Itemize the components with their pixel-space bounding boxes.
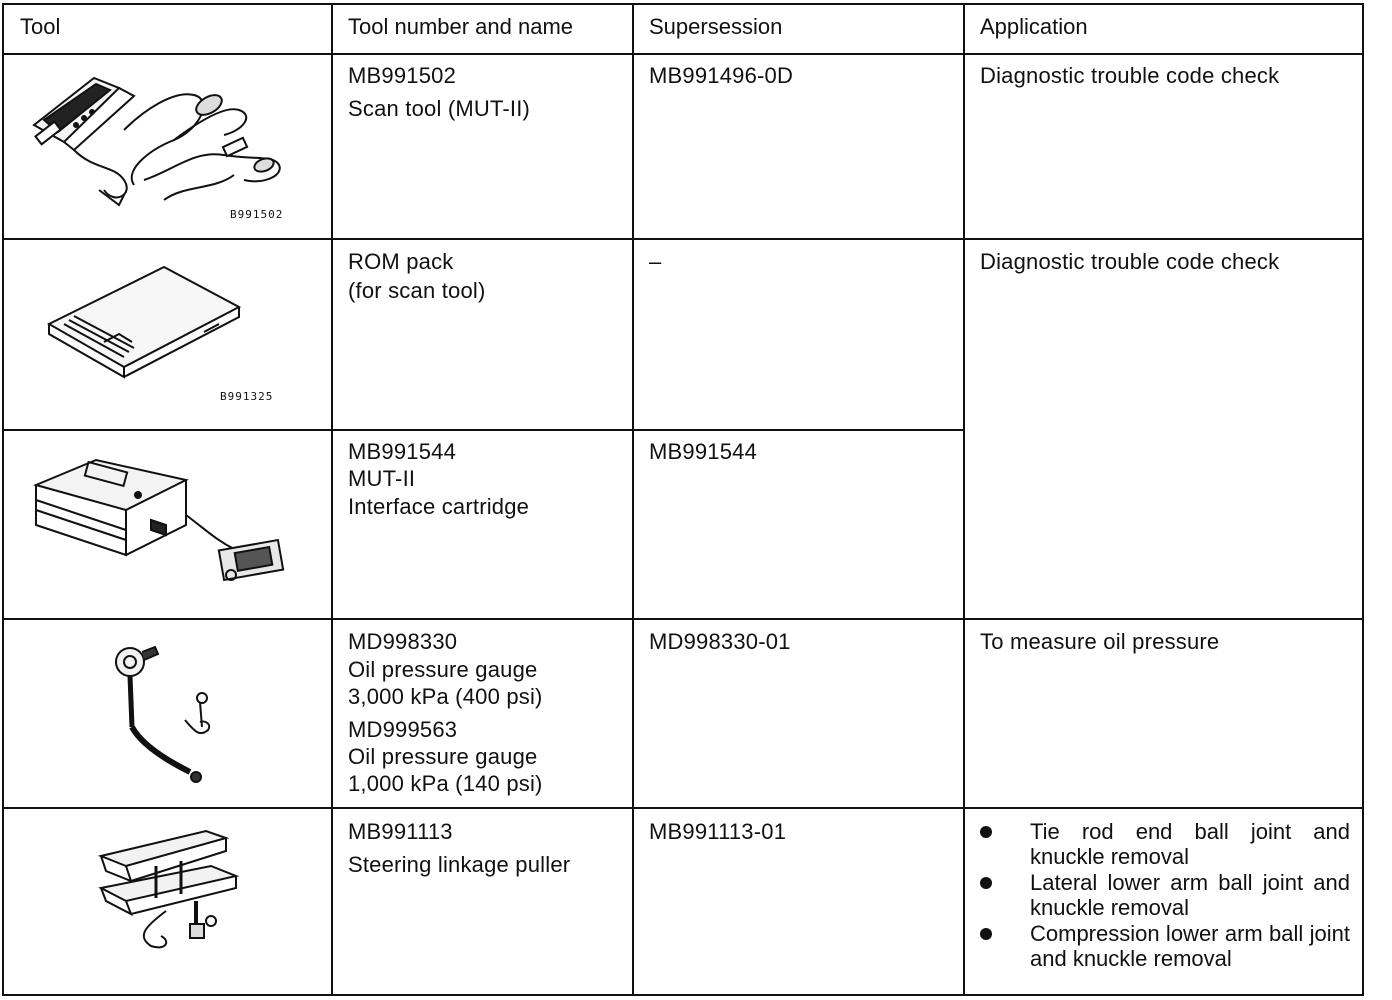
oil-pressure-gauge-illustration bbox=[100, 632, 230, 792]
image-code-scan-tool: B991502 bbox=[230, 208, 284, 221]
tool-name: Oil pressure gauge bbox=[348, 657, 538, 682]
header-tool: Tool bbox=[20, 14, 61, 39]
col-divider-2 bbox=[632, 3, 634, 996]
tool-name-line-2: Interface cartridge bbox=[348, 494, 530, 519]
bullet-dot bbox=[980, 928, 992, 940]
tool-number: MB991544 bbox=[348, 439, 457, 464]
steering-linkage-puller-illustration bbox=[96, 826, 256, 966]
application-value: Diagnostic trouble code check bbox=[980, 249, 1280, 274]
application-bullet-2: Lateral lower arm ball joint and knuckle removal bbox=[1030, 870, 1350, 920]
tool-name-alt: Oil pressure gauge bbox=[348, 744, 538, 769]
tool-number: MB991502 bbox=[348, 63, 457, 88]
tool-spec: 3,000 kPa (400 psi) bbox=[348, 684, 543, 709]
tool-name-line-1: MUT-II bbox=[348, 466, 416, 491]
row-divider-1 bbox=[2, 238, 1364, 240]
scan-tool-illustration bbox=[24, 70, 304, 220]
application-value: Diagnostic trouble code check bbox=[980, 63, 1280, 88]
rom-pack-illustration bbox=[44, 262, 244, 382]
tool-spec-alt: 1,000 kPa (140 psi) bbox=[348, 771, 543, 796]
row-divider-3 bbox=[2, 618, 1364, 620]
tool-name-detail: (for scan tool) bbox=[348, 278, 486, 303]
supersession-value: – bbox=[649, 249, 662, 274]
tool-name: Steering linkage puller bbox=[348, 852, 571, 877]
row-divider-4 bbox=[2, 807, 1364, 809]
table-border-top bbox=[2, 3, 1364, 5]
table-border-bottom bbox=[2, 994, 1364, 996]
tool-name: Scan tool (MUT-II) bbox=[348, 96, 531, 121]
application-value: To measure oil pressure bbox=[980, 629, 1220, 654]
table-border-right bbox=[1362, 3, 1364, 996]
supersession-value: MB991496-0D bbox=[649, 63, 794, 88]
col-divider-3 bbox=[963, 3, 965, 996]
tool-number: MB991113 bbox=[348, 819, 453, 844]
application-bullet-3: Compression lower arm ball joint and knuckle removal bbox=[1030, 921, 1350, 971]
supersession-value: MD998330-01 bbox=[649, 629, 791, 654]
application-bullet-1: Tie rod end ball joint and knuckle removal bbox=[1030, 819, 1350, 869]
row-divider-2 bbox=[2, 429, 964, 431]
table-border-left bbox=[2, 3, 4, 996]
header-tool-number-name: Tool number and name bbox=[348, 14, 574, 39]
tool-number-alt: MD999563 bbox=[348, 717, 458, 742]
bullet-dot bbox=[980, 826, 992, 838]
image-code-rom-pack: B991325 bbox=[220, 390, 274, 403]
supersession-value: MB991113-01 bbox=[649, 819, 787, 844]
col-divider-1 bbox=[331, 3, 333, 996]
interface-cartridge-illustration bbox=[26, 455, 306, 595]
tool-number: MD998330 bbox=[348, 629, 458, 654]
header-divider bbox=[2, 53, 1364, 55]
header-supersession: Supersession bbox=[649, 14, 783, 39]
bullet-dot bbox=[980, 877, 992, 889]
tool-name: ROM pack bbox=[348, 249, 454, 274]
header-application: Application bbox=[980, 14, 1088, 39]
supersession-value: MB991544 bbox=[649, 439, 758, 464]
